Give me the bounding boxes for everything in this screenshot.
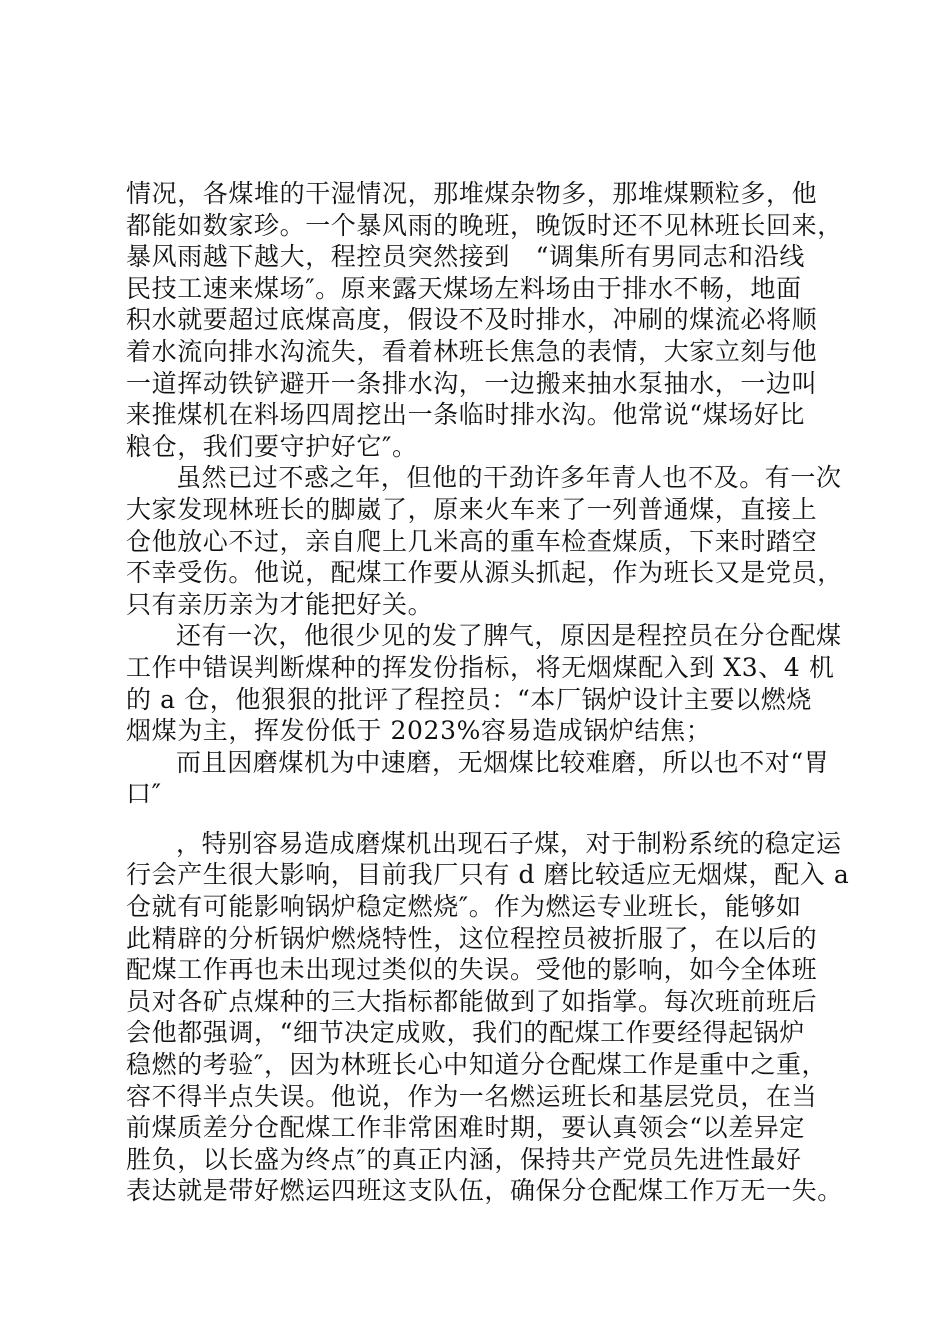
paragraph-start-line: 而且因磨煤机为中速磨，无烟煤比较难磨，所以也不对“胃 <box>176 747 830 777</box>
text-line: 仓就有可能影响锅炉稳定燃烧″。作为燃运专业班长，能够如 <box>126 892 802 922</box>
text-line: 胜负，以长盛为终点″的真正内涵，保持共产党员先进性最好 <box>126 1144 802 1174</box>
text-line: 暴风雨越下越大，程控员突然接到 “调集所有男同志和沿线 <box>126 242 805 272</box>
paragraph-start-line: 虽然已过不惑之年，但他的干劲许多年青人也不及。有一次 <box>176 463 842 493</box>
text-line: 配煤工作再也未出现过类似的失误。受他的影响，如今全体班 <box>126 955 818 985</box>
text-line: 粮仓，我们要守护好它″。 <box>126 431 418 461</box>
body-text <box>126 178 856 1207</box>
text-line: 烟煤为主，挥发份低于 2023%容易造成锅炉结焦； <box>126 716 712 746</box>
paragraph-start-line: 还有一次，他很少见的发了脾气，原因是程控员在分仓配煤 <box>176 621 842 651</box>
text-line: 民技工速来煤场″。原来露天煤场左料场由于排水不畅，地面 <box>126 273 802 303</box>
paragraph-start-line: ，特别容易造成磨煤机出现石子煤，对于制粉系统的稳定运 <box>176 828 842 858</box>
text-line: 着水流向排水沟流失，看着林班长焦急的表情，大家立刻与他 <box>126 336 818 366</box>
text-line: 积水就要超过底煤高度，假设不及时排水，冲刷的煤流必将顺 <box>126 305 818 335</box>
text-line: 工作中错误判断煤种的挥发份指标，将无烟煤配入到 X3、4 机 <box>126 652 835 682</box>
text-line: 一道挥动铁铲避开一条排水沟，一边搬来抽水泵抽水，一边叫 <box>126 368 818 398</box>
text-line: 的 a 仓，他狠狠的批评了程控员：“本厂锅炉设计主要以燃烧 <box>126 684 812 714</box>
text-line: 不幸受伤。他说，配煤工作要从源头抓起，作为班长又是党员， <box>126 558 843 588</box>
text-line: 员对各矿点煤种的三大指标都能做到了如指掌。每次班前班后 <box>126 986 818 1016</box>
text-line: 此精辟的分析锅炉燃烧特性，这位程控员被折服了，在以后的 <box>126 923 818 953</box>
text-line: 只有亲历亲为才能把好关。 <box>126 589 434 619</box>
text-line: 口″ <box>126 779 162 809</box>
text-line: 大家发现林班长的脚崴了，原来火车来了一列普通煤，直接上 <box>126 494 818 524</box>
text-line: 行会产生很大影响，目前我厂只有 d 磨比较适应无烟煤，配入 a <box>126 860 850 890</box>
text-line: 表达就是带好燃运四班这支队伍，确保分仓配煤工作万无一失。 <box>126 1176 843 1206</box>
text-line: 都能如数家珍。一个暴风雨的晚班，晚饭时还不见林班长回来， <box>126 210 843 240</box>
text-line: 前煤质差分仓配煤工作非常困难时期，要认真领会“以差异定 <box>126 1113 805 1143</box>
text-line: 容不得半点失误。他说，作为一名燃运班长和基层党员，在当 <box>126 1081 818 1111</box>
text-line: 情况，各煤堆的干湿情况，那堆煤杂物多，那堆煤颗粒多，他 <box>126 179 818 208</box>
text-line: 会他都强调，“细节决定成败，我们的配煤工作要经得起锅炉 <box>126 1018 805 1048</box>
text-line: 仓他放心不过，亲自爬上几米高的重车检查煤质，下来时踏空 <box>126 526 818 556</box>
text-line: 来推煤机在料场四周挖出一条临时排水沟。他常说“煤场好比 <box>126 400 805 430</box>
text-line: 稳燃的考验″，因为林班长心中知道分仓配煤工作是重中之重， <box>126 1050 828 1080</box>
